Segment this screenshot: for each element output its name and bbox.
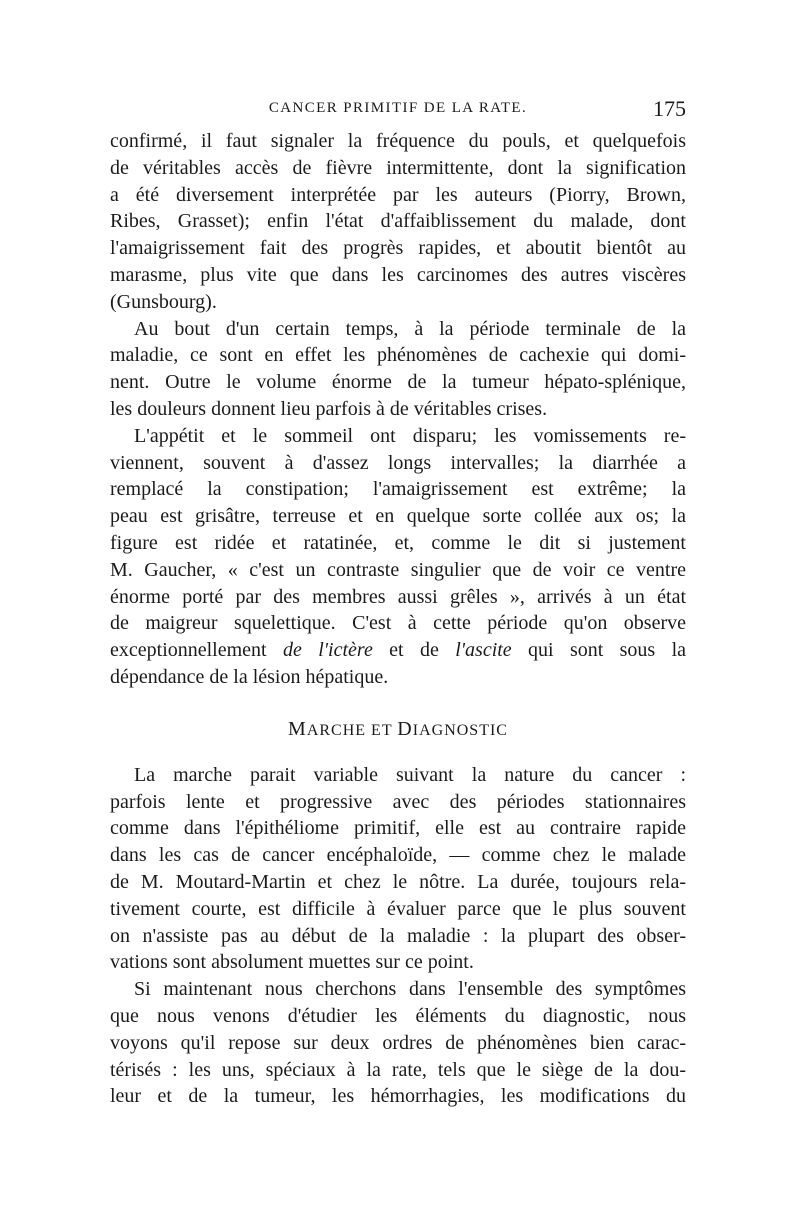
italic-term: l'ascite xyxy=(455,639,512,662)
text-line: les douleurs donnent lieu parfois à de véritables crises. xyxy=(110,397,548,420)
text-line: a été diversement interprétée par les auteurs (Piorry, Brown, xyxy=(110,183,686,206)
text-line: vations sont absolument muettes sur ce point. xyxy=(110,951,474,974)
text-line: marasme, plus vite que dans les carcinomes des autres viscères xyxy=(110,263,686,286)
italic-term: de l'ictère xyxy=(282,639,373,662)
text-line: comme dans l'épithéliome primitif, elle est au contraire rapide xyxy=(110,817,686,840)
text-line: térisés : les uns, spéciaux à la rate, tels que le siège de la dou- xyxy=(110,1058,686,1081)
text-line: parfois lente et progressive avec des périodes stationnaires xyxy=(110,790,686,813)
text-line: L'appétit et le sommeil ont disparu; les vomissements re- xyxy=(134,424,686,447)
text-line: (Gunsbourg). xyxy=(110,290,217,313)
text-line-with-italics xyxy=(110,637,686,664)
text-line: nent. Outre le volume énorme de la tumeur hépato-splénique, xyxy=(110,371,686,394)
text-line: La marche parait variable suivant la nature du cancer : xyxy=(134,763,686,786)
text-line: peau est grisâtre, terreuse et en quelque sorte collée aux os; la xyxy=(110,505,686,528)
text-line: tivement courte, est difficile à évaluer parce que le plus souvent xyxy=(110,897,686,920)
text-line: de véritables accès de fièvre intermittente, dont la signification xyxy=(110,156,686,179)
heading-smallcaps: ARCHE ET xyxy=(306,721,398,739)
body-text xyxy=(110,128,686,1110)
text-line: confirmé, il faut signaler la fréquence du pouls, et quelquefois xyxy=(110,130,686,152)
text-line: remplacé la constipation; l'amaigrissement est extrême; la xyxy=(110,478,686,501)
text-line: dans les cas de cancer encéphaloïde, — comme chez le malade xyxy=(110,844,686,867)
text-line: leur et de la tumeur, les hémorrhagies, les modifications du xyxy=(110,1085,686,1108)
text-line: Au bout d'un certain temps, à la période terminale de la xyxy=(134,317,686,340)
text-line: voyons qu'il repose sur deux ordres de phénomènes bien carac- xyxy=(110,1031,686,1054)
text-line: dépendance de la lésion hépatique. xyxy=(110,665,389,688)
text-line: Ribes, Grasset); enfin l'état d'affaiblissement du malade, dont xyxy=(110,210,686,233)
text-run: et de xyxy=(372,639,456,662)
heading-capital: D xyxy=(397,717,413,740)
text-run: qui sont sous la xyxy=(511,639,687,662)
heading-capital: M xyxy=(288,717,307,740)
running-title: CANCER PRIMITIF DE LA RATE. xyxy=(268,100,528,116)
text-line: de M. Moutard-Martin et chez le nôtre. La durée, toujours rela- xyxy=(110,870,686,893)
text-line: figure est ridée et ratatinée, et, comme le dit si justement xyxy=(110,531,686,554)
page-number: 175 xyxy=(653,96,686,121)
text-line: que nous venons d'étudier les éléments du diagnostic, nous xyxy=(110,1004,686,1027)
text-line: l'amaigrissement fait des progrès rapides, et aboutit bientôt au xyxy=(110,237,686,260)
text-run: exceptionnellement xyxy=(110,639,283,662)
running-head xyxy=(110,96,686,120)
text-line: Si maintenant nous cherchons dans l'ensemble des symptômes xyxy=(134,978,686,1001)
heading-smallcaps: IAGNOSTIC xyxy=(412,721,508,739)
text-line: de maigreur squelettique. C'est à cette période qu'on observe xyxy=(110,612,686,635)
section-heading xyxy=(110,697,686,762)
text-line: on n'assiste pas au début de la maladie : la plupart des obser- xyxy=(110,924,686,947)
text-line: énorme porté par des membres aussi grêles », arrivés à un état xyxy=(110,585,686,608)
text-line: maladie, ce sont en effet les phénomènes de cachexie qui domi- xyxy=(110,344,686,367)
text-line: M. Gaucher, « c'est un contraste singulier que de voir ce ventre xyxy=(110,558,686,581)
text-line: viennent, souvent à d'assez longs intervalles; la diarrhée a xyxy=(110,451,686,474)
